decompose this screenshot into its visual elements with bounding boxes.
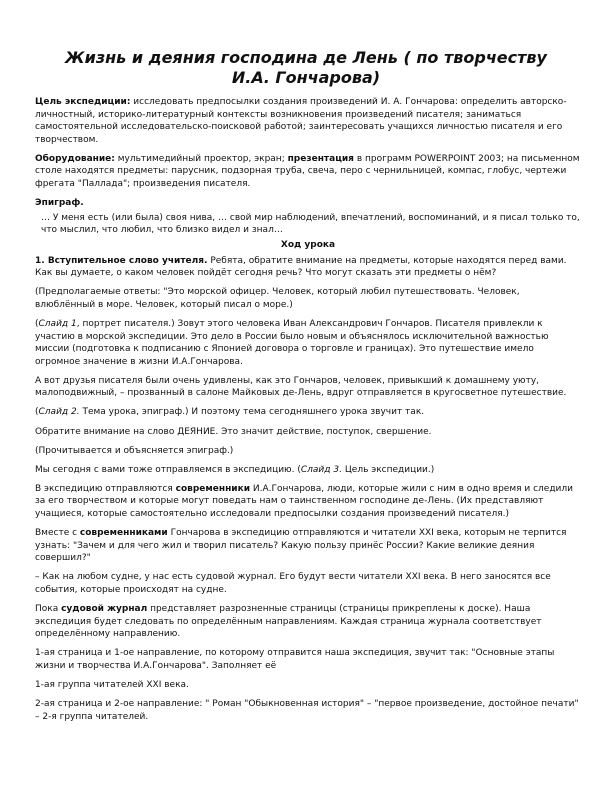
paragraph-4: А вот друзья писателя были очень удивлены, как это Гончаров, человек, привыкший к домашнему уюту, малоподвижный, – прозванный в салоне Майковых де-Лень, вдруг отправляется в кругосветное путешествие. xyxy=(35,375,567,399)
paragraph-13: 1-ая страница и 1-ое направление, по которому отправится наша экспедиция, звучит так: "Основные этапы жизни и творчества И.А.Гончарова". Заполняет её xyxy=(35,648,555,671)
paragraph-1-label: 1. Вступительное слово учителя. xyxy=(35,255,208,266)
paragraph-11: – Как на любом судне, у нас есть судовой журнал. Его будут вести читатели XXI века. В него заносятся все события, которые происходят на судне. xyxy=(35,572,551,595)
paragraph-15: 2-ая страница и 2-ое направление: " Роман "Обыкновенная история" – "первое произведение, достойное печати" – 2-я группа читателей. xyxy=(35,699,579,722)
paragraph-12: Пока судовой журнал представляет разрозненные страницы (страницы прикреплены к доске). Наша экспедиция будет следовать по определённым направлениям. Каждая страница журнала соответствует определённому направлению. xyxy=(35,604,542,640)
equipment-text-2: в программ POWERPOINT 2003; на письменном столе находятся предметы: парусник, подзорная труба, свеча, перо с чернильницей, компас, глобус, чертежи фрегата "Паллада"; произведения писателя. xyxy=(35,153,580,190)
title-line-1: Жизнь и деяния господина де Лень ( по творчеству xyxy=(65,48,547,67)
equipment-label: Оборудование: xyxy=(35,153,115,164)
epigraph-text: … У меня есть (или была) своя нива, … свой мир наблюдений, впечатлений, воспоминаний, и я писал только то, что мыслил, что любил, что близко видел и знал… xyxy=(41,212,580,236)
paragraph-1: 1. Вступительное слово учителя. Ребята, обратите внимание на предметы, которые находятся перед вами. Как вы думаете, о каком человек пойдёт сегодня речь? Что могут сказать эти предметы о нём? xyxy=(35,255,567,279)
equipment-text-1: мультимедийный проектор, экран; xyxy=(114,153,288,164)
paragraph-8: Мы сегодня с вами тоже отправляемся в экспедицию. (Слайд 3. Цель экспедиции.) xyxy=(35,464,435,475)
goal-text: исследовать предпосылки создания произведений И. А. Гончарова: определить авторско-личностный, историко-литературный контексты возникновения произведений писателя; заниматься самостоятельной исследовательско-поисковой работой; заинтересовать учащихся личностью писателя и его творчеством. xyxy=(35,97,567,145)
slide-3-ref: Слайд 3. xyxy=(300,464,342,475)
title-line-2: И.А. Гончарова) xyxy=(231,68,381,87)
lesson-heading: Ход урока xyxy=(280,239,336,250)
paragraph-5: (Слайд 2. Тема урока, эпиграф.) И поэтому тема сегодняшнего урока звучит так. xyxy=(35,407,425,418)
paragraph-9: В экспедицию отправляются современники И.А.Гончарова, люди, которые жили с ним в одно время и следили за его творчеством и которые могут поведать нам о таинственном господине де-Лень. (Их представляют учащиеся, которые самостоятельно исследовали предпосылки создания произведений писателя.) xyxy=(35,483,574,520)
slide-2-ref: Слайд 2. xyxy=(38,407,80,418)
paragraph-2: (Предполагаемые ответы: "Это морской офицер. Человек, который любил путешествовать. Человек, влюблённый в море. Человек, который писал о море.) xyxy=(35,287,520,310)
paragraph-7: (Прочитывается и объясняется эпиграф.) xyxy=(35,445,234,456)
paragraph-14: 1-ая группа читателей XXI века. xyxy=(35,680,189,691)
equipment-paragraph xyxy=(35,153,581,191)
epigraph-label: Эпиграф. xyxy=(35,198,84,209)
goal-paragraph xyxy=(35,96,581,146)
document-title xyxy=(40,48,572,88)
paragraph-10: Вместе с современниками Гончарова в экспедицию отправляются и читатели XXI века, которым не терпится узнать: "Зачем и для чего жил и творил писатель? Какую пользу принёс России? Какие великие деяния совершил?" xyxy=(35,528,567,564)
epigraph-label-paragraph xyxy=(35,197,581,210)
paragraph-3: (Слайд 1, портрет писателя.) Зовут этого человека Иван Александрович Гончаров. Писателя привлекли к участию в морской экспедиции. Это дело в России было новым и объяснялось исключительной важностью миссии (подготовка к подписанию с Японией договора о торговле и границах). Это путешествие имело огромное значение в жизни И.А.Гончарова. xyxy=(35,318,549,367)
equipment-label-2: презентация xyxy=(287,153,354,164)
goal-label: Цель экспедиции: xyxy=(35,97,131,107)
document-body xyxy=(35,96,581,730)
paragraph-6: Обратите внимание на слово ДЕЯНИЕ. Это значит действие, поступок, свершение. xyxy=(35,426,432,437)
slide-1-ref: Слайд 1 xyxy=(38,318,77,329)
